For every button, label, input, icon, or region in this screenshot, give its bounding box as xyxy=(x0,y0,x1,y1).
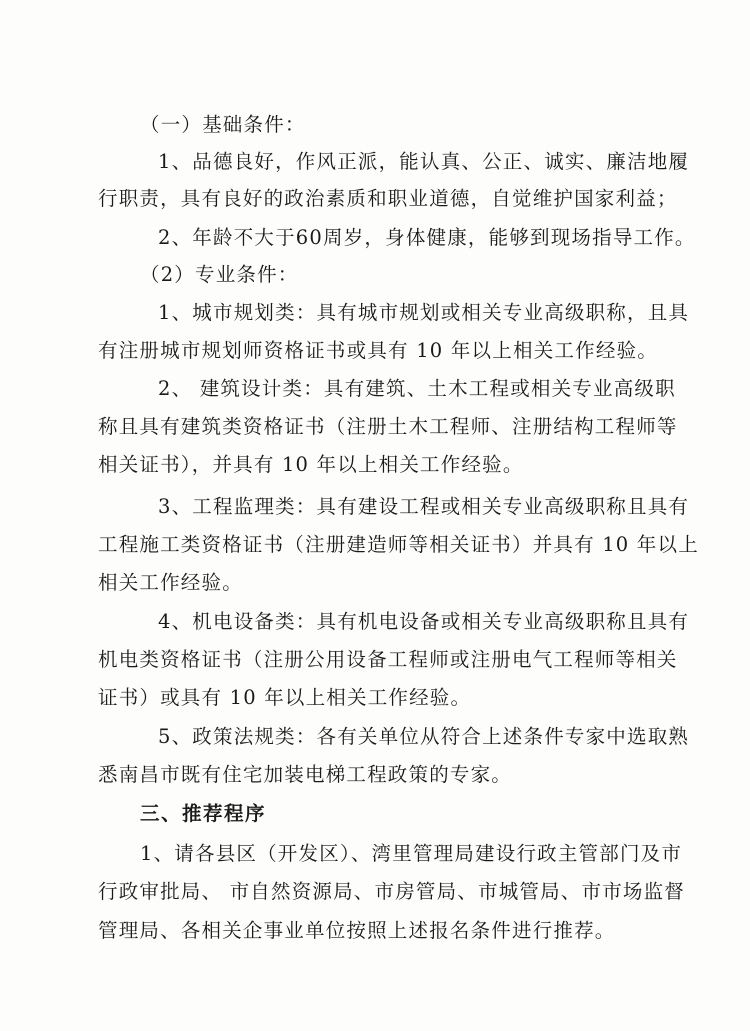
paragraph-line: 2、 建筑设计类：具有建筑、土木工程或相关专业高级职 xyxy=(158,377,676,400)
paragraph-line: 1、城市规划类：具有城市规划或相关专业高级职称，且具 xyxy=(158,301,690,324)
paragraph-line: 5、政策法规类：各有关单位从符合上述条件专家中选取熟 xyxy=(158,725,690,748)
paragraph-line: 1、请各县区（开发区）、湾里管理局建设行政主管部门及市 xyxy=(140,842,683,865)
paragraph-line: 悉南昌市既有住宅加装电梯工程政策的专家。 xyxy=(98,763,513,786)
paragraph-line: 机电类资格证书（注册公用设备工程师或注册电气工程师等相关 xyxy=(98,648,678,671)
paragraph-line: 管理局、各相关企事业单位按照上述报名条件进行推荐。 xyxy=(98,919,616,942)
section-professional-conditions-heading: （2）专业条件： xyxy=(140,263,299,286)
paragraph-line: 行政审批局、 市自然资源局、市房管局、市城管局、市市场监督 xyxy=(98,880,685,903)
section-basic-conditions-heading: （一）基础条件： xyxy=(140,113,306,136)
paragraph-line: 工程施工类资格证书（注册建造师等相关证书）并具有 10 年以上 xyxy=(98,533,699,556)
paragraph-line: 行职责，具有良好的政治素质和职业道德，自觉维护国家利益； xyxy=(98,187,678,210)
paragraph-line: 3、工程监理类：具有建设工程或相关专业高级职称且具有 xyxy=(158,495,690,518)
paragraph-line: 称且具有建筑类资格证书（注册土木工程师、注册结构工程师等 xyxy=(98,415,678,438)
paragraph-line: 1、品德良好，作风正派，能认真、公正、诚实、廉洁地履 xyxy=(158,150,690,173)
paragraph-line: 相关工作经验。 xyxy=(98,571,243,594)
paragraph-line: 证书）或具有 10 年以上相关工作经验。 xyxy=(98,686,472,709)
paragraph-line: 有注册城市规划师资格证书或具有 10 年以上相关工作经验。 xyxy=(98,339,658,362)
paragraph-line: 2、年龄不大于60周岁，身体健康，能够到现场指导工作。 xyxy=(158,226,696,249)
paragraph-line: 相关证书），并具有 10 年以上相关工作经验。 xyxy=(98,453,524,476)
paragraph-line: 4、机电设备类：具有机电设备或相关专业高级职称且具有 xyxy=(158,610,690,633)
section-recommendation-procedure-heading: 三、推荐程序 xyxy=(140,802,267,825)
